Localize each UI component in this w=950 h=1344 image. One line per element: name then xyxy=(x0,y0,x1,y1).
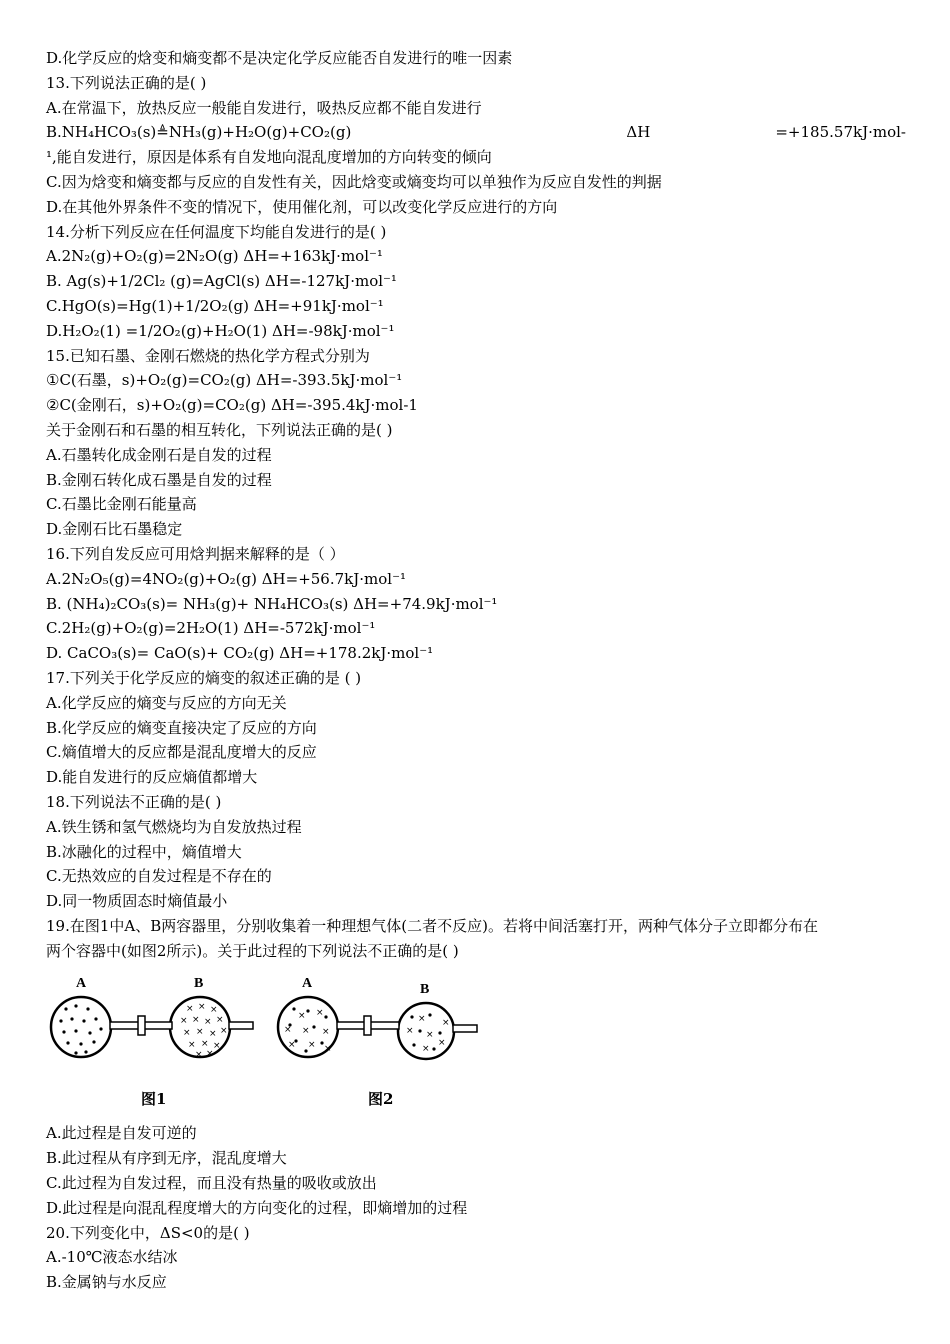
lines-mid xyxy=(46,170,906,914)
gas-a-dots-fig1 xyxy=(59,1005,102,1055)
text-line: A.2N₂O₅(g)=4NO₂(g)+O₂(g) ΔH=+56.7kJ·mol⁻¹ xyxy=(46,569,407,588)
svg-text:×: × xyxy=(192,1015,200,1026)
label-a-fig2: A xyxy=(302,976,313,992)
gas-diffusion-figure xyxy=(46,969,906,1119)
svg-text:×: × xyxy=(213,1041,221,1052)
stopcock-fig2 xyxy=(364,1016,371,1035)
svg-text:×: × xyxy=(322,1027,330,1038)
text-line: D.同一物质固态时熵值最小 xyxy=(46,892,228,911)
text-line: B.化学反应的熵变直接决定了反应的方向 xyxy=(46,718,317,737)
question-19-line2: 两个容器中(如图2所示)。关于此过程的下列说法不正确的是( ) xyxy=(46,941,459,960)
text-line: C.石墨比金刚石能量高 xyxy=(46,495,197,514)
text-line: B.此过程从有序到无序，混乱度增大 xyxy=(46,1149,287,1168)
svg-text:×: × xyxy=(442,1018,450,1029)
svg-text:×: × xyxy=(210,1005,218,1016)
caption-fig2: 图2 xyxy=(368,1090,394,1109)
svg-text:×: × xyxy=(206,1049,214,1060)
svg-text:×: × xyxy=(209,1029,217,1040)
text-line: D.在其他外界条件不变的情况下，使用催化剂，可以改变化学反应进行的方向 xyxy=(46,197,558,216)
text-line: B. (NH₄)₂CO₃(s)= NH₃(g)+ NH₄HCO₃(s) ΔH=+74.9kJ·mol⁻¹ xyxy=(46,594,498,613)
q13b-delta-h: ΔH xyxy=(626,123,651,142)
text-line: B.冰融化的过程中，熵值增大 xyxy=(46,842,242,861)
text-line: C.2H₂(g)+O₂(g)=2H₂O(1) ΔH=-572kJ·mol⁻¹ xyxy=(46,619,376,638)
text-line: D.能自发进行的反应熵值都增大 xyxy=(46,768,258,787)
q13-option-b xyxy=(46,120,906,145)
svg-text:×: × xyxy=(418,1014,426,1025)
label-a-fig1: A xyxy=(76,976,87,992)
text-line: C.因为焓变和熵变都与反应的自发性有关，因此焓变或熵变均可以单独作为反应自发性的判据 xyxy=(46,172,662,191)
side-tube-fig1 xyxy=(229,1022,253,1029)
question-13: 13.下列说法正确的是( ) xyxy=(46,73,207,92)
stopcock-fig1 xyxy=(138,1016,145,1035)
lines-top xyxy=(46,46,906,120)
svg-text:×: × xyxy=(316,1008,324,1019)
label-b-fig1: B xyxy=(194,976,204,992)
text-line: D.化学反应的焓变和熵变都不是决定化学反应能否自发进行的唯一因素 xyxy=(46,49,513,67)
text-line: C.无热效应的自发过程是不存在的 xyxy=(46,867,272,886)
svg-text:×: × xyxy=(198,1002,206,1013)
text-line: B.金属钠与水反应 xyxy=(46,1273,167,1292)
text-line: A.2N₂(g)+O₂(g)=2N₂O(g) ΔH=+163kJ·mol⁻¹ xyxy=(46,247,383,266)
svg-text:×: × xyxy=(204,1017,212,1028)
svg-text:×: × xyxy=(284,1025,292,1036)
question-20: 20.下列变化中，ΔS<0的是( ) xyxy=(46,1223,250,1242)
text-line: B. Ag(s)+1/2Cl₂ (g)=AgCl(s) ΔH=-127kJ·mol⁻¹ xyxy=(46,272,397,291)
question-14: 14.分析下列反应在任何温度下均能自发进行的是( ) xyxy=(46,222,387,241)
svg-text:×: × xyxy=(308,1040,316,1051)
text-line: A.石墨转化成金刚石是自发的过程 xyxy=(46,445,272,464)
document-page xyxy=(46,46,906,1295)
svg-text:×: × xyxy=(324,1044,332,1055)
lines-bottom xyxy=(46,1121,906,1295)
svg-text:×: × xyxy=(196,1027,204,1038)
text-line: D.金刚石比石墨稳定 xyxy=(46,520,183,539)
svg-text:×: × xyxy=(406,1026,414,1037)
container-a-fig1 xyxy=(51,997,111,1057)
text-line: A.-10℃液态水结冰 xyxy=(46,1248,178,1267)
svg-text:×: × xyxy=(180,1016,188,1027)
svg-text:×: × xyxy=(201,1039,209,1050)
q13b-continuation: ¹,能自发进行，原因是体系有自发地向混乱度增加的方向转变的倾向 xyxy=(46,148,492,167)
text-line: A.化学反应的熵变与反应的方向无关 xyxy=(46,693,287,712)
svg-text:×: × xyxy=(186,1004,194,1015)
text-line: D.此过程是向混乱程度增大的方向变化的过程，即熵增加的过程 xyxy=(46,1198,468,1217)
text-line: A.铁生锈和氢气燃烧均为自发放热过程 xyxy=(46,817,302,836)
svg-text:×: × xyxy=(298,1011,306,1022)
question-18: 18.下列说法不正确的是( ) xyxy=(46,792,222,811)
figure-2 xyxy=(278,976,477,1108)
text-line: C.HgO(s)=Hg(1)+1/2O₂(g) ΔH=+91kJ·mol⁻¹ xyxy=(46,296,384,315)
svg-text:×: × xyxy=(195,1050,203,1061)
svg-text:×: × xyxy=(188,1040,196,1051)
text-line: D. CaCO₃(s)= CaO(s)+ CO₂(g) ΔH=+178.2kJ·mol⁻¹ xyxy=(46,644,434,663)
gas-diffusion-diagram xyxy=(46,969,506,1119)
gas-b-crosses-fig1 xyxy=(180,1002,228,1060)
svg-text:×: × xyxy=(288,1040,296,1051)
text-line: A.在常温下，放热反应一般能自发进行，吸热反应都不能自发进行 xyxy=(46,98,482,117)
text-line: D.H₂O₂(1) =1/2O₂(g)+H₂O(1) ΔH=-98kJ·mol⁻¹ xyxy=(46,321,395,340)
side-tube-fig2 xyxy=(453,1025,477,1032)
question-17: 17.下列关于化学反应的熵变的叙述正确的是 ( ) xyxy=(46,668,362,687)
text-line: A.此过程是自发可逆的 xyxy=(46,1124,197,1143)
q13b-equation: B.NH₄HCO₃(s)≜NH₃(g)+H₂O(g)+CO₂(g) xyxy=(46,123,352,142)
svg-text:×: × xyxy=(438,1038,446,1049)
text-line: C.此过程为自发过程，而且没有热量的吸收或放出 xyxy=(46,1174,377,1193)
svg-text:×: × xyxy=(422,1044,430,1055)
text-line: ②C(金刚石，s)+O₂(g)=CO₂(g) ΔH=-395.4kJ·mol-1 xyxy=(46,396,418,415)
figure-1 xyxy=(51,976,253,1108)
q13b-value: =+185.57kJ·mol- xyxy=(775,123,906,142)
svg-text:×: × xyxy=(216,1015,224,1026)
svg-text:×: × xyxy=(426,1030,434,1041)
text-line: ①C(石墨，s)+O₂(g)=CO₂(g) ΔH=-393.5kJ·mol⁻¹ xyxy=(46,371,403,390)
caption-fig1: 图1 xyxy=(141,1090,167,1109)
svg-text:×: × xyxy=(302,1026,310,1037)
question-19-line1: 19.在图1中A、B两容器里，分别收集着一种理想气体(二者不反应)。若将中间活塞打开，两种气体分子立即都分布在 xyxy=(46,916,818,935)
svg-text:×: × xyxy=(220,1026,228,1037)
label-b-fig2: B xyxy=(420,982,430,998)
question-15: 15.已知石墨、金刚石燃烧的热化学方程式分别为 xyxy=(46,346,370,365)
text-line: 关于金刚石和石墨的相互转化，下列说法正确的是( ) xyxy=(46,420,393,439)
text-line: C.熵值增大的反应都是混乱度增大的反应 xyxy=(46,743,317,762)
text-line: B.金刚石转化成石墨是自发的过程 xyxy=(46,470,272,489)
question-16: 16.下列自发反应可用焓判据来解释的是（ ） xyxy=(46,544,345,563)
svg-text:×: × xyxy=(183,1028,191,1039)
